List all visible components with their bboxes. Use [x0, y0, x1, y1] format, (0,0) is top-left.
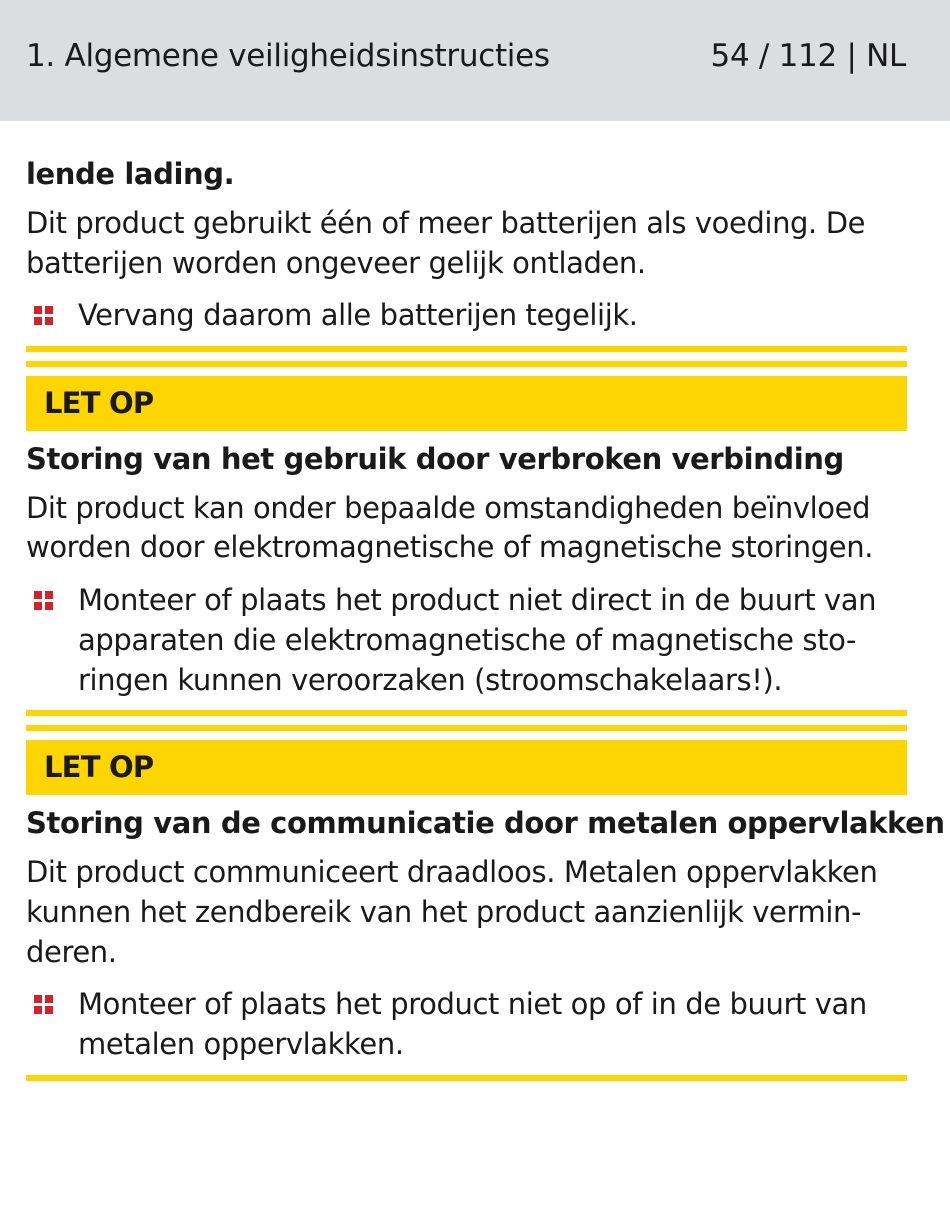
- notice-bullet-line: Monteer of plaats het product niet op of in de buurt van: [78, 987, 867, 1021]
- notice-paragraph-line: worden door elektromagnetische of magnetische storingen.: [26, 530, 874, 564]
- notice-label-bar: [26, 740, 907, 795]
- heading-continuation: lende lading.: [26, 157, 235, 191]
- bullet-icon: [34, 591, 54, 611]
- notice-bullet-line: apparaten die elektromagnetische of magnetische sto-: [78, 623, 857, 657]
- notice-paragraph-line: Dit product communiceert draadloos. Metalen oppervlakken: [26, 855, 878, 889]
- notice-top-rule: [26, 346, 907, 352]
- notice-paragraph-line: kunnen het zendbereik van het product aanzienlijk vermin-: [26, 895, 862, 929]
- bullet-icon: [34, 306, 54, 326]
- bullet-icon: [34, 995, 54, 1015]
- notice-heading: Storing van het gebruik door verbroken verbinding: [26, 442, 844, 476]
- page-indicator: 54 / 112 | NL: [710, 38, 906, 74]
- notice-label-bar: [26, 376, 907, 431]
- notice-bullet-line: metalen oppervlakken.: [78, 1027, 404, 1061]
- notice-heading: Storing van de communicatie door metalen oppervlakken: [26, 806, 945, 840]
- intro-paragraph-line: batterijen worden ongeveer gelijk ontladen.: [26, 246, 646, 280]
- notice-top-rule: [26, 361, 907, 367]
- notice-top-rule: [26, 710, 907, 716]
- notice-label: LET OP: [44, 750, 154, 784]
- notice-top-rule: [26, 725, 907, 731]
- notice-bullet-line: Monteer of plaats het product niet direct in de buurt van: [78, 583, 877, 617]
- intro-bullet-line: Vervang daarom alle batterijen tegelijk.: [78, 298, 638, 332]
- notice-label: LET OP: [44, 386, 154, 420]
- intro-paragraph-line: Dit product gebruikt één of meer batterijen als voeding. De: [26, 206, 866, 240]
- section-title: 1. Algemene veiligheidsinstructies: [26, 38, 550, 74]
- notice-bullet-line: ringen kunnen veroorzaken (stroomschakelaars!).: [78, 663, 783, 697]
- notice-bottom-rule: [26, 1075, 907, 1081]
- notice-paragraph-line: deren.: [26, 935, 117, 969]
- notice-paragraph-line: Dit product kan onder bepaalde omstandigheden beïnvloed: [26, 491, 871, 525]
- page-header: [0, 0, 950, 121]
